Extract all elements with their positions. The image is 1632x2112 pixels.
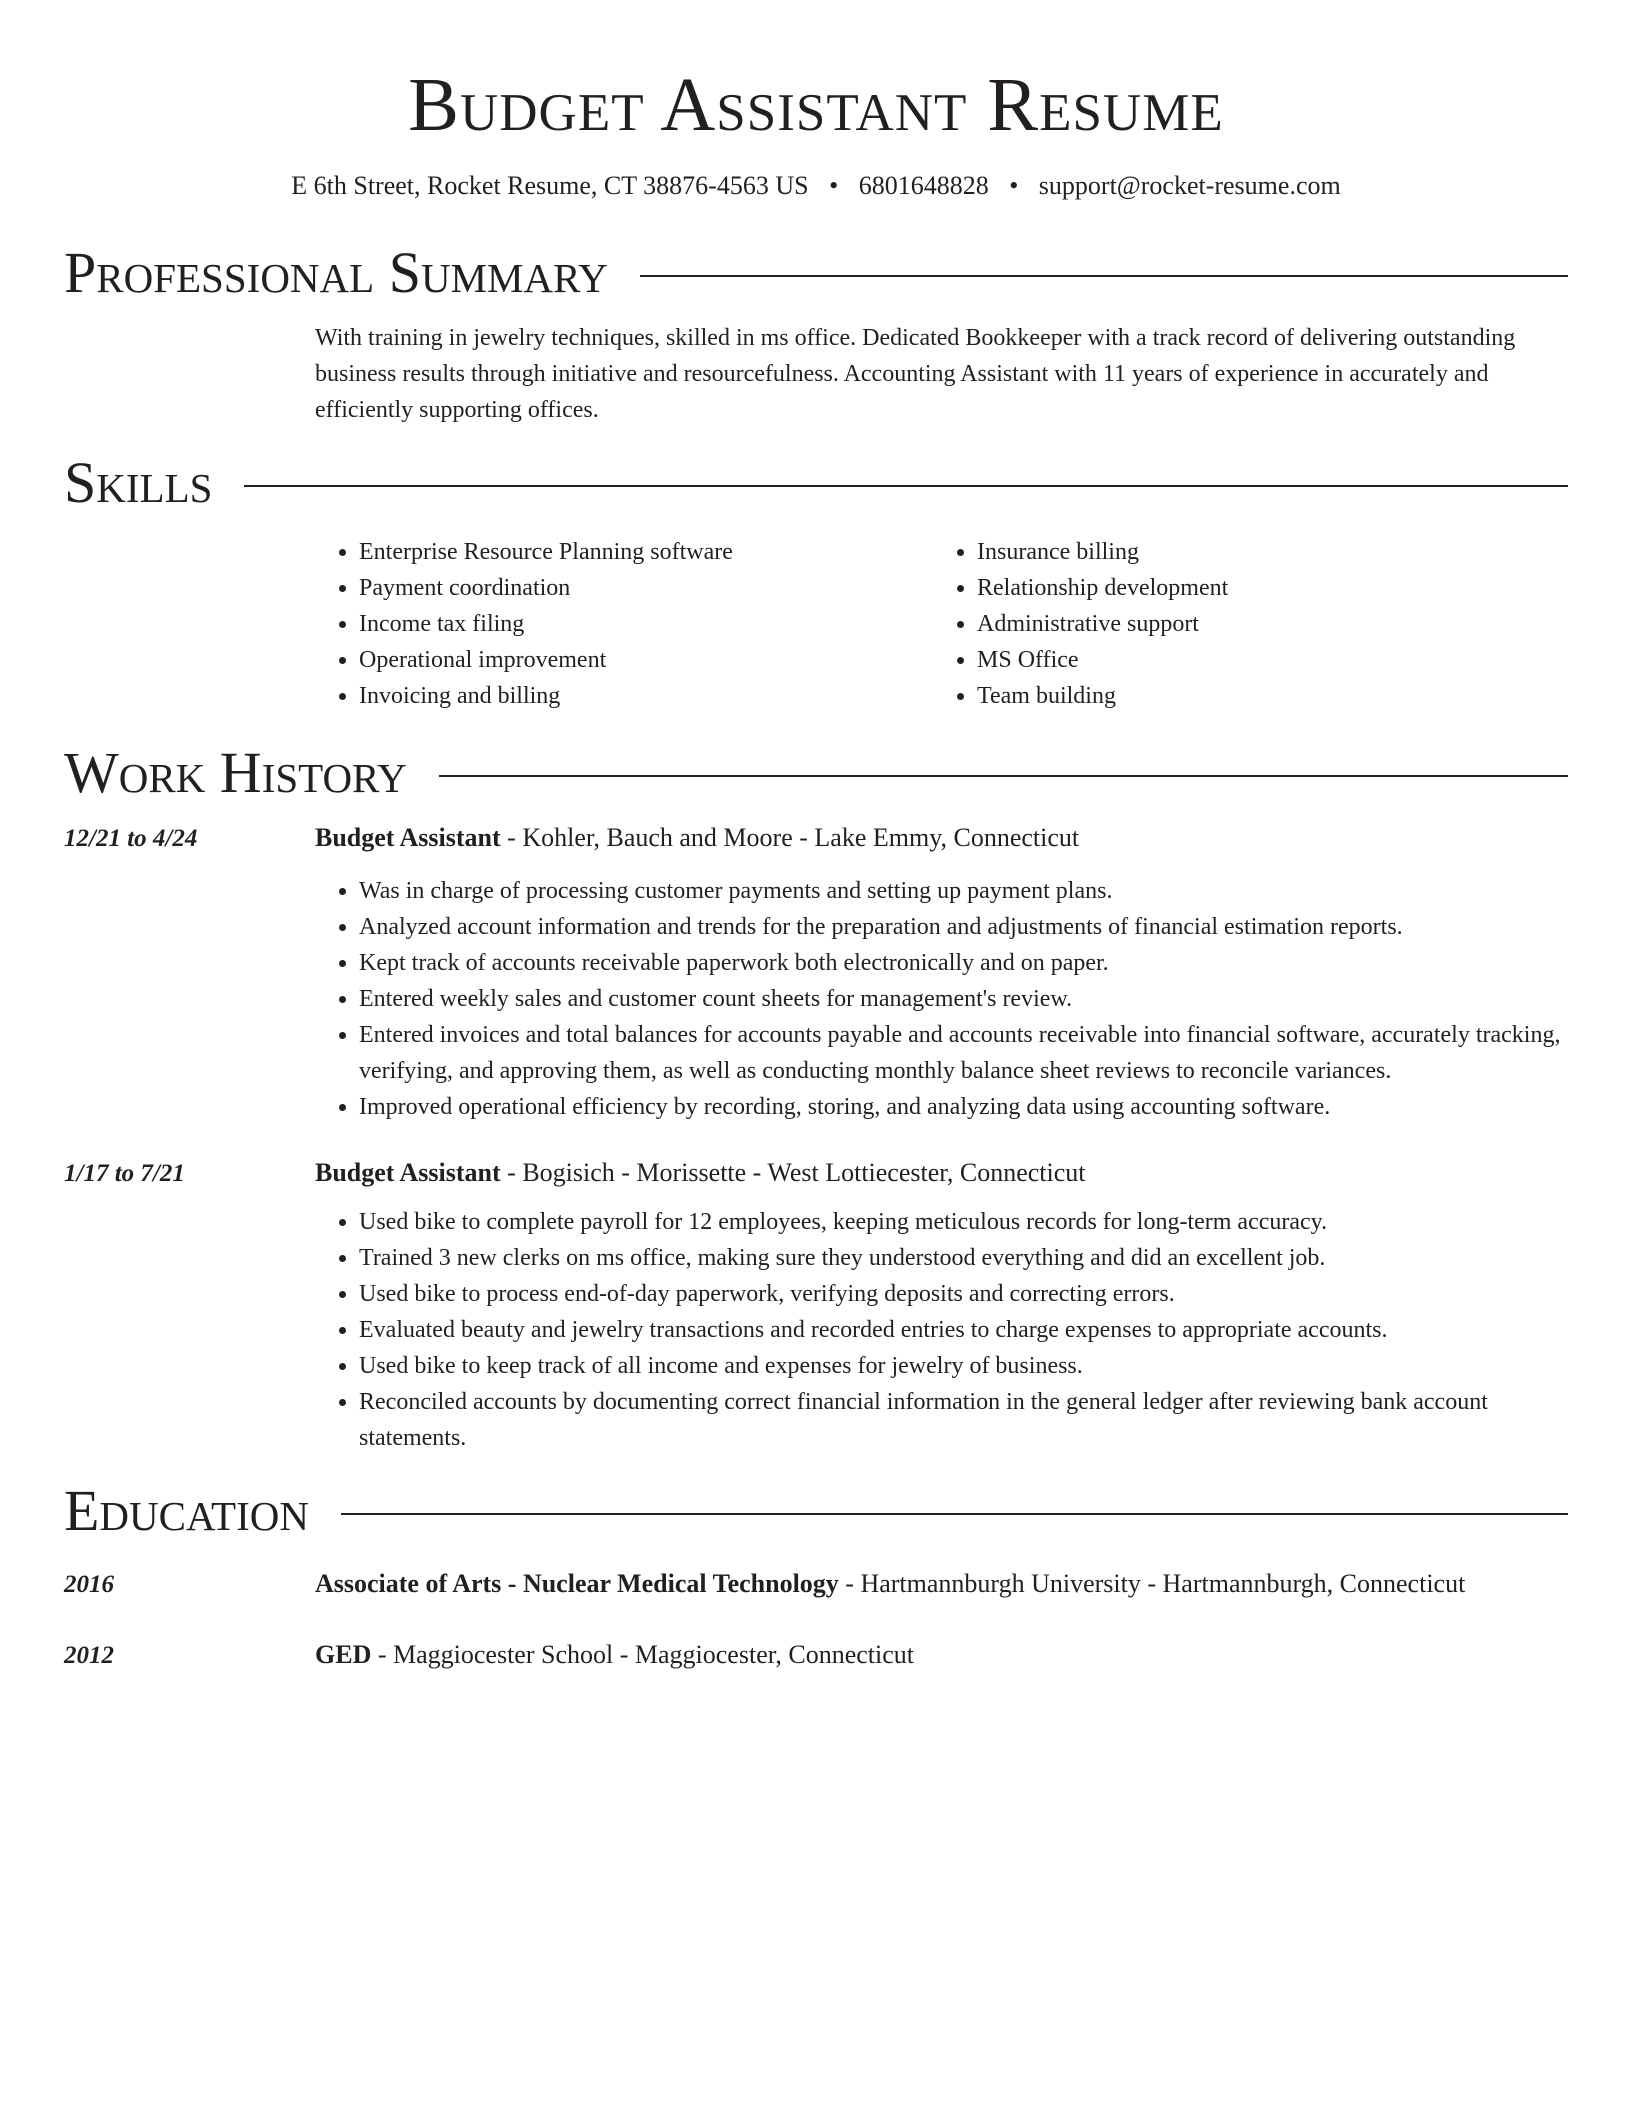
- job-title-line: [315, 820, 1079, 856]
- skill-item: • Payment coordination: [359, 570, 933, 606]
- skills-column-left: [315, 534, 933, 714]
- skill-item: • Insurance billing: [977, 534, 1228, 570]
- section-divider: [341, 1513, 1568, 1515]
- job-bullet: • Entered weekly sales and customer count sheets for management's review.: [359, 981, 1568, 1017]
- job-header: [64, 1155, 1568, 1192]
- summary-section-header: [64, 240, 1568, 306]
- job-bullet-list: [315, 1204, 1568, 1456]
- job-bullet: • Kept track of accounts receivable paperwork both electronically and on paper.: [359, 945, 1568, 981]
- contact-line: [64, 170, 1568, 202]
- education-school: - Hartmannburgh University - Hartmannburgh, Connecticut: [838, 1569, 1466, 1598]
- education-section-header: [64, 1478, 1568, 1544]
- job-title: Budget Assistant: [315, 823, 501, 852]
- job-entry: [64, 820, 1568, 1125]
- skill-item: • Income tax filing: [359, 606, 933, 642]
- job-bullet: • Used bike to complete payroll for 12 employees, keeping meticulous records for long-term accuracy.: [359, 1204, 1568, 1240]
- job-employer-location: - Kohler, Bauch and Moore - Lake Emmy, Connecticut: [500, 823, 1080, 852]
- work-section-header: [64, 740, 1568, 806]
- skills-section-header: [64, 450, 1568, 516]
- education-degree: Associate of Arts - Nuclear Medical Technology: [315, 1569, 839, 1598]
- job-date: 1/17 to 7/21: [64, 1160, 185, 1187]
- education-heading: Education: [64, 1478, 309, 1543]
- job-bullet-list: [315, 873, 1568, 1125]
- skill-item: • Administrative support: [977, 606, 1228, 642]
- skill-item: • MS Office: [977, 642, 1228, 678]
- job-header: [64, 820, 1568, 857]
- skills-column-right: [933, 534, 1228, 714]
- skill-item: • Team building: [977, 678, 1228, 714]
- section-divider: [439, 775, 1568, 777]
- section-divider: [640, 275, 1568, 277]
- contact-separator: •: [829, 171, 839, 200]
- section-divider: [244, 485, 1568, 487]
- job-bullet: • Was in charge of processing customer payments and setting up payment plans.: [359, 873, 1568, 909]
- summary-text: With training in jewelry techniques, skilled in ms office. Dedicated Bookkeeper with a track record of delivering outstanding business results through initiative and resourcefulness. Accounting Assistant with 11 years of experience in accurately and efficiently supporting offices.: [315, 325, 1516, 423]
- job-employer-location: - Bogisich - Morissette - West Lottiecester, Connecticut: [500, 1158, 1086, 1187]
- education-school: - Maggiocester School - Maggiocester, Connecticut: [371, 1640, 914, 1669]
- education-degree: GED: [315, 1640, 372, 1669]
- job-bullet: • Used bike to process end-of-day paperwork, verifying deposits and correcting errors.: [359, 1276, 1568, 1312]
- job-title-line: [315, 1155, 1086, 1191]
- skills-list: [315, 534, 1568, 714]
- education-entry: [64, 1637, 1568, 1674]
- resume-title: Budget Assistant Resume: [408, 63, 1224, 147]
- skill-item: • Operational improvement: [359, 642, 933, 678]
- education-entry: [64, 1566, 1568, 1603]
- summary-heading: Professional Summary: [64, 240, 608, 305]
- contact-separator: •: [1009, 171, 1019, 200]
- job-title: Budget Assistant: [315, 1158, 501, 1187]
- education-line: [315, 1637, 914, 1673]
- skills-heading: Skills: [64, 450, 213, 515]
- job-date: 12/21 to 4/24: [64, 825, 198, 852]
- contact-phone: 6801648828: [858, 171, 989, 200]
- job-bullet: • Entered invoices and total balances for accounts payable and accounts receivable into financial software, accurately tracking, verifying, and approving them, as well as conducting monthly balance sheet reviews to reconcile variances.: [359, 1017, 1568, 1089]
- job-bullet: • Trained 3 new clerks on ms office, making sure they understood everything and did an excellent job.: [359, 1240, 1568, 1276]
- education-line: [315, 1566, 1465, 1602]
- skill-item: • Enterprise Resource Planning software: [359, 534, 933, 570]
- job-bullet: • Reconciled accounts by documenting correct financial information in the general ledger after reviewing bank account statements.: [359, 1384, 1568, 1456]
- education-date: 2016: [64, 1571, 114, 1598]
- education-date: 2012: [64, 1642, 114, 1669]
- job-bullet: • Improved operational efficiency by recording, storing, and analyzing data using accounting software.: [359, 1089, 1568, 1125]
- job-entry: [64, 1155, 1568, 1456]
- work-heading: Work History: [64, 740, 407, 805]
- skill-item: • Invoicing and billing: [359, 678, 933, 714]
- job-bullet: • Evaluated beauty and jewelry transactions and recorded entries to charge expenses to appropriate accounts.: [359, 1312, 1568, 1348]
- contact-email: support@rocket-resume.com: [1038, 171, 1341, 200]
- job-bullet: • Used bike to keep track of all income and expenses for jewelry of business.: [359, 1348, 1568, 1384]
- skill-item: • Relationship development: [977, 570, 1228, 606]
- contact-address: E 6th Street, Rocket Resume, CT 38876-4563 US: [291, 171, 809, 200]
- job-bullet: • Analyzed account information and trends for the preparation and adjustments of financial estimation reports.: [359, 909, 1568, 945]
